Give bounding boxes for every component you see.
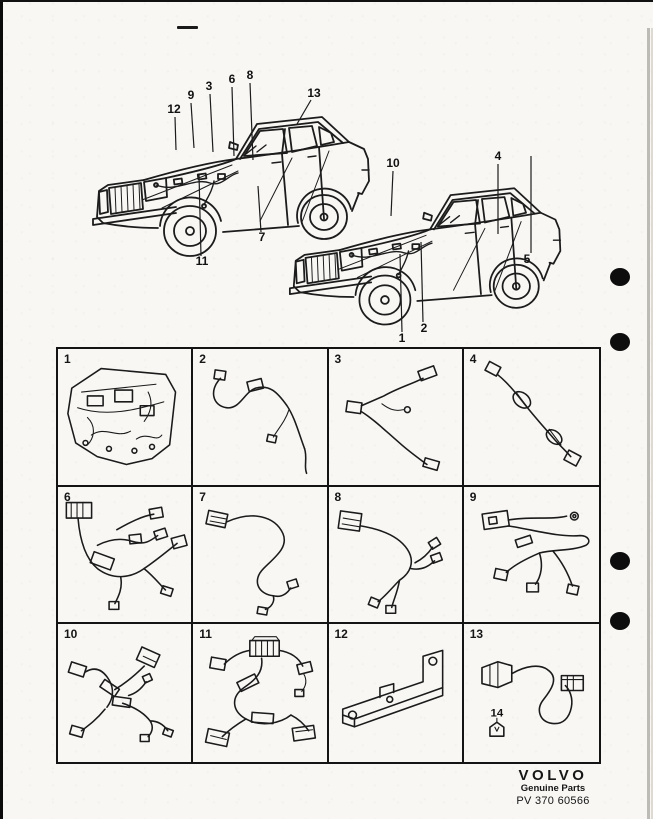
callout-9: 9 xyxy=(187,88,195,102)
parts-cell-13 xyxy=(464,624,599,762)
callout-5: 5 xyxy=(523,252,531,266)
parts-cell-12 xyxy=(329,624,464,762)
harness-illustration xyxy=(329,349,462,485)
car-diagram-right xyxy=(290,188,560,324)
harness-illustration xyxy=(464,624,599,762)
sub-part-number-label: 14 xyxy=(490,707,503,720)
callout-1: 1 xyxy=(398,331,406,345)
binder-dot xyxy=(610,552,630,570)
harness-illustration xyxy=(58,624,191,762)
parts-cell-2 xyxy=(193,349,328,487)
part-number-label: 10 xyxy=(64,627,78,641)
part-number-label: 7 xyxy=(199,490,206,504)
harness-illustration xyxy=(464,487,599,622)
callout-7: 7 xyxy=(258,230,266,244)
harness-illustration xyxy=(193,349,326,485)
part-number-label: 11 xyxy=(199,627,212,641)
parts-grid xyxy=(56,347,601,764)
harness-illustration xyxy=(193,624,326,762)
parts-cell-3 xyxy=(329,349,464,487)
part-number-label: 6 xyxy=(64,490,71,504)
footer-branding xyxy=(492,767,614,808)
parts-cell-1 xyxy=(58,349,193,487)
bracket-illustration xyxy=(329,624,462,762)
parts-cell-4 xyxy=(464,349,599,487)
callout-12: 12 xyxy=(167,102,181,116)
harness-illustration xyxy=(193,487,326,622)
harness-illustration xyxy=(329,487,462,622)
volvo-logo-text: VOLVO xyxy=(518,767,588,784)
publication-number: PV 370 60566 xyxy=(516,795,590,808)
harness-illustration xyxy=(58,487,191,622)
callout-13: 13 xyxy=(307,86,321,100)
harness-illustration-dashboard xyxy=(58,349,191,485)
car-overview-diagram xyxy=(0,0,653,346)
part-number-label: 12 xyxy=(334,627,348,641)
callout-2: 2 xyxy=(420,321,428,335)
car-diagram-left xyxy=(93,117,369,256)
binder-dot xyxy=(610,612,630,630)
part-number-label: 8 xyxy=(334,490,342,504)
part-number-label: 3 xyxy=(334,352,342,366)
callout-4: 4 xyxy=(494,149,502,163)
callout-6: 6 xyxy=(228,72,236,86)
callout-10: 10 xyxy=(386,156,400,170)
part-number-label: 4 xyxy=(469,352,477,366)
parts-cell-10 xyxy=(58,624,193,762)
parts-cell-11 xyxy=(193,624,328,762)
parts-cell-6 xyxy=(58,487,193,624)
parts-cell-8 xyxy=(329,487,464,624)
parts-cell-7 xyxy=(193,487,328,624)
part-number-label: 2 xyxy=(199,352,206,366)
parts-cell-9 xyxy=(464,487,599,624)
part-number-label: 9 xyxy=(469,490,477,504)
callout-11: 11 xyxy=(195,254,209,268)
part-number-label: 13 xyxy=(469,627,484,641)
genuine-parts-label: Genuine Parts xyxy=(520,783,586,795)
harness-illustration xyxy=(464,349,599,485)
part-number-label: 1 xyxy=(64,352,71,366)
callout-8: 8 xyxy=(246,68,254,82)
callout-3: 3 xyxy=(205,79,213,93)
